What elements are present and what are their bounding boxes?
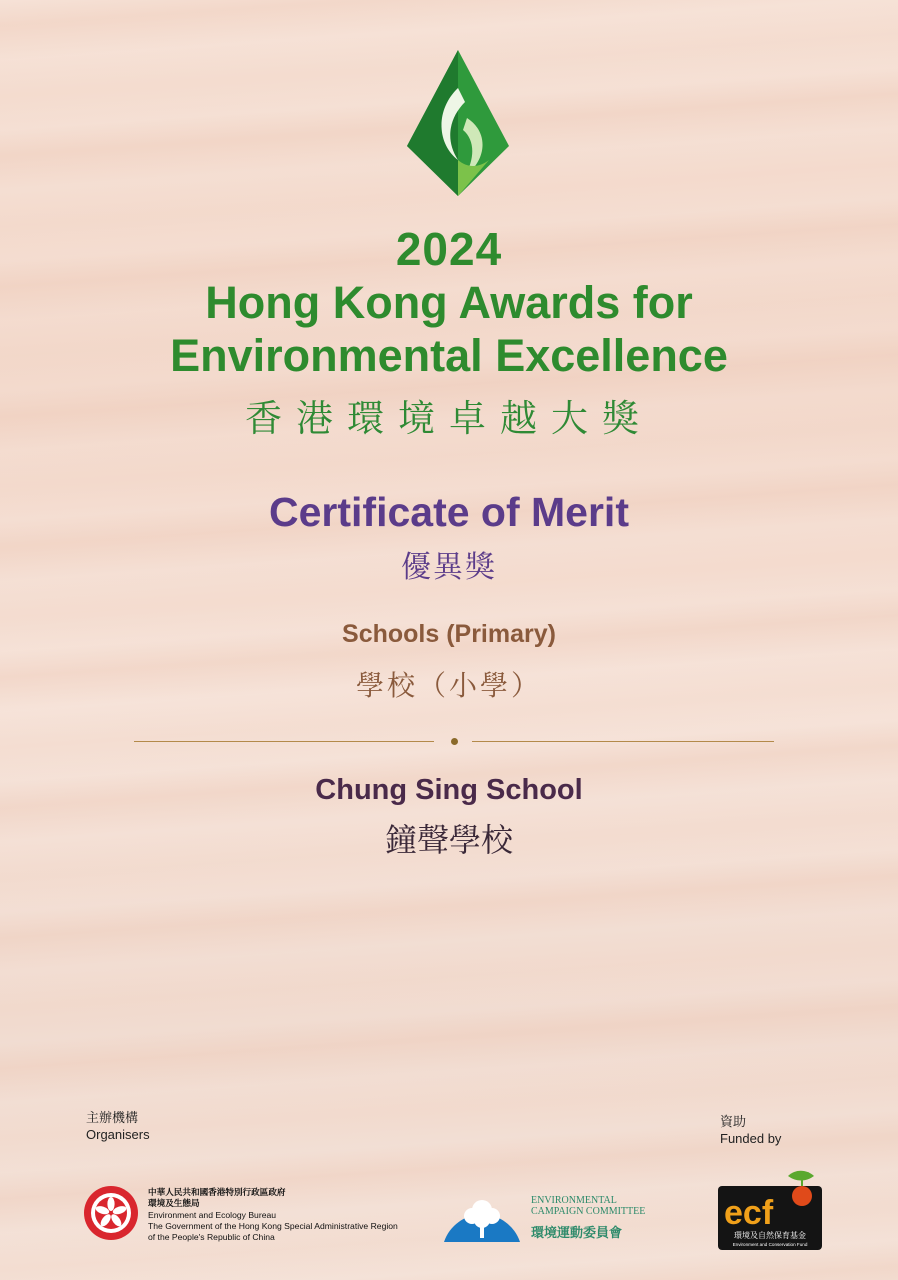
category: Schools (Primary) [342, 620, 556, 648]
divider-right [472, 741, 774, 742]
certificate-title-zh: 優異獎 [401, 551, 497, 584]
divider-left [134, 741, 434, 742]
certificate-title: Certificate of Merit [269, 489, 629, 535]
funded-by-label: Funded by [720, 1131, 782, 1146]
ecc-name-line2: CAMPAIGN COMMITTEE [531, 1206, 646, 1217]
award-title-zh: 香港環境卓越大獎 [245, 398, 653, 439]
bureau-line5: of the People's Republic of China [148, 1232, 275, 1242]
ecf-logo-en: Environment and Conservation Fund [732, 1242, 808, 1247]
ecf-logo-icon [718, 1166, 822, 1250]
ecc-tree-logo-icon [440, 1186, 524, 1244]
ecc-name-zh: 環境運動委員會 [531, 1225, 623, 1240]
award-leaf-logo-icon [405, 48, 511, 198]
award-title-line2: Environmental Excellence [170, 330, 728, 381]
bureau-line1: 中華人民共和國香港特別行政區政府 [148, 1187, 286, 1197]
ecf-logo-text: ecf [724, 1194, 774, 1232]
award-title-line1: Hong Kong Awards for [205, 277, 693, 328]
organisers-label-zh: 主辦機構 [86, 1110, 139, 1125]
bureau-line4: The Government of the Hong Kong Special Administrative Region [148, 1221, 398, 1231]
category-zh: 學校（小學） [355, 670, 542, 701]
ecf-logo-zh: 環境及自然保育基金 [734, 1231, 806, 1240]
hksar-bauhinia-emblem-icon [83, 1185, 139, 1241]
recipient-name: Chung Sing School [315, 774, 583, 806]
divider-dot [451, 738, 458, 745]
bureau-line3: Environment and Ecology Bureau [148, 1210, 277, 1220]
organisers-label: Organisers [86, 1127, 150, 1142]
award-year: 2024 [395, 223, 503, 275]
ecc-name-line1: ENVIRONMENTAL [531, 1195, 617, 1206]
bureau-line2: 環境及生態局 [148, 1198, 200, 1208]
funded-by-label-zh: 資助 [720, 1114, 747, 1129]
recipient-name-zh: 鐘聲學校 [384, 822, 513, 858]
